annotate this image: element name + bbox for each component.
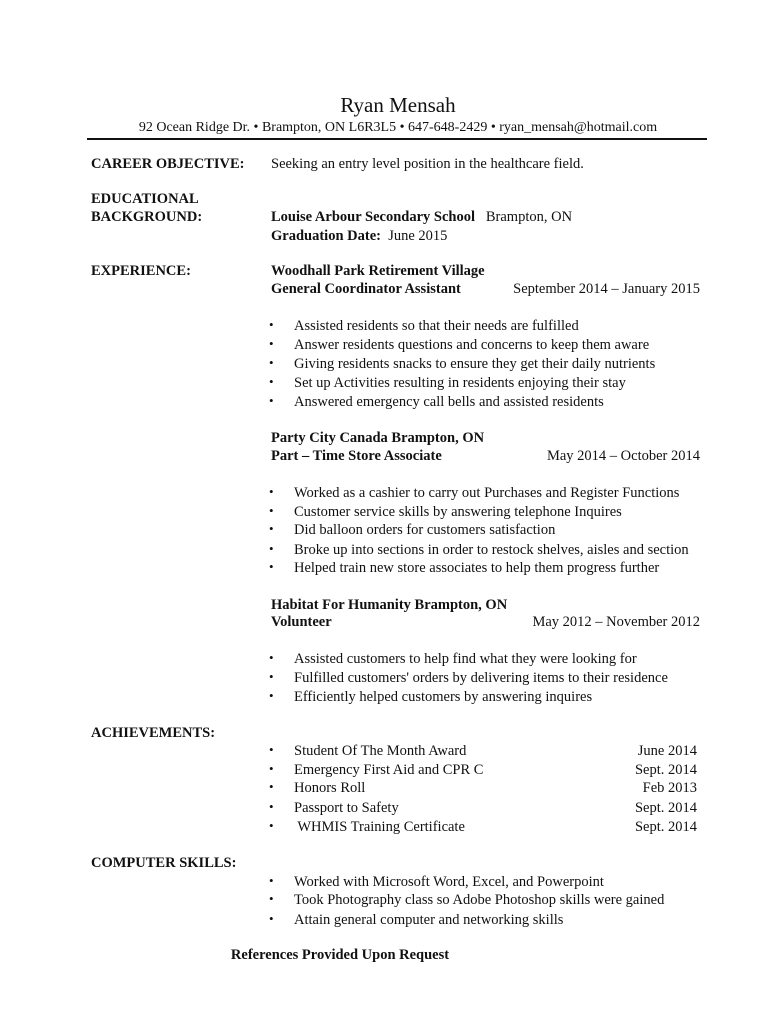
- job-title: Part – Time Store Associate: [271, 448, 442, 464]
- graduation-label: Graduation Date:: [271, 228, 381, 244]
- graduation-line: [271, 228, 447, 245]
- achievement-date: Sept. 2014: [634, 819, 697, 835]
- job-dates: September 2014 – January 2015: [513, 281, 700, 297]
- education-label-line2: BACKGROUND:: [91, 209, 203, 225]
- bullet-icon: •: [269, 374, 274, 389]
- skills-label: COMPUTER SKILLS:: [91, 855, 237, 871]
- achievement-date: June 2014: [637, 743, 697, 759]
- graduation-date: June 2015: [388, 228, 448, 244]
- resume-name: Ryan Mensah: [340, 93, 456, 117]
- bullet-icon: •: [269, 761, 274, 776]
- objective-text: Seeking an entry level position in the healthcare field.: [271, 156, 584, 172]
- achievements-label: ACHIEVEMENTS:: [91, 725, 216, 741]
- bullet-icon: •: [269, 891, 274, 906]
- bullet-icon: •: [269, 541, 274, 556]
- bullet-icon: •: [269, 484, 274, 499]
- job-employer: Party City Canada Brampton, ON: [271, 430, 485, 446]
- bullet-icon: •: [269, 799, 274, 814]
- job-title: Volunteer: [271, 614, 332, 630]
- bullet-icon: •: [269, 742, 274, 757]
- achievement-date: Sept. 2014: [634, 800, 697, 816]
- bullet-icon: •: [269, 317, 274, 332]
- bullet-icon: •: [269, 873, 274, 888]
- education-label-line1: EDUCATIONAL: [91, 191, 199, 207]
- job-dates: May 2012 – November 2012: [532, 614, 700, 630]
- bullet-icon: •: [269, 818, 274, 833]
- job-employer: Woodhall Park Retirement Village: [271, 263, 485, 279]
- school-location: Brampton, ON: [485, 209, 573, 225]
- references-note: References Provided Upon Request: [230, 947, 450, 963]
- bullet-icon: •: [269, 669, 274, 684]
- bullet-icon: •: [269, 503, 274, 518]
- bullet-icon: •: [269, 688, 274, 703]
- school-line: [271, 209, 572, 226]
- bullet-icon: •: [269, 355, 274, 370]
- bullet-icon: •: [269, 336, 274, 351]
- job-employer: Habitat For Humanity Brampton, ON: [271, 597, 508, 613]
- bullet-icon: •: [269, 779, 274, 794]
- job-dates: May 2014 – October 2014: [546, 448, 700, 464]
- job-title: General Coordinator Assistant: [271, 281, 461, 297]
- bullet-icon: •: [269, 521, 274, 536]
- achievement-date: Sept. 2014: [634, 762, 697, 778]
- bullet-icon: •: [269, 393, 274, 408]
- achievement-date: Feb 2013: [642, 780, 697, 796]
- school-name: Louise Arbour Secondary School: [271, 209, 475, 225]
- experience-label: EXPERIENCE:: [91, 263, 191, 279]
- bullet-icon: •: [269, 650, 274, 665]
- contact-line: 92 Ocean Ridge Dr. • Brampton, ON L6R3L5 • 647-648-2429 • ryan_mensah@hotmail.com: [138, 120, 658, 135]
- objective-label: CAREER OBJECTIVE:: [91, 156, 245, 172]
- bullet-icon: •: [269, 911, 274, 926]
- bullet-icon: •: [269, 559, 274, 574]
- header-divider: [87, 138, 707, 140]
